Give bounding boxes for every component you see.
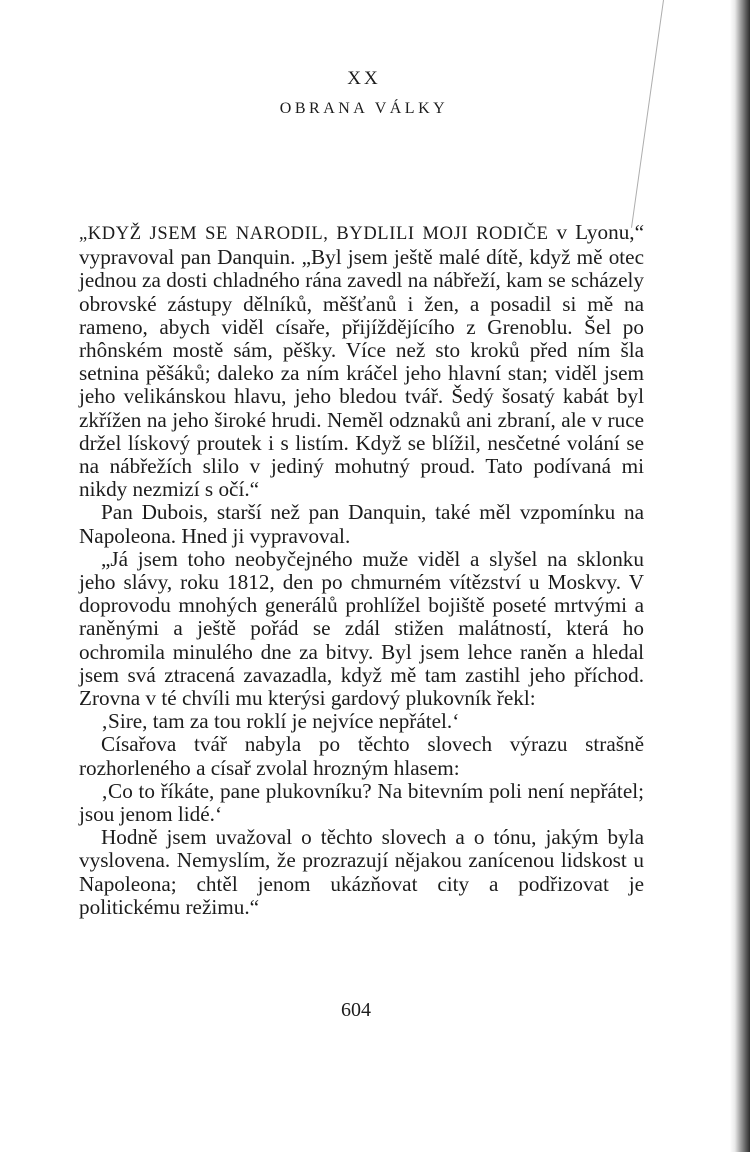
paragraph-7: Hodně jsem uvažoval o těchto slovech a o tónu, jakým byla vyslovena. Nemyslím, že prozrazují nějakou zanícenou lidskost u Napoleona; chtěl jenom ukázňovat city a podřizovat je politickému režimu.“ [79,825,644,919]
paragraph-5: Císařova tvář nabyla po těchto slovech výrazu strašně rozhorleného a císař zvolal hrozným hlasem: [79,732,644,780]
chapter-title: OBRANA VÁLKY [279,100,449,117]
paragraph-1 [79,221,644,501]
paragraph-3: „Já jsem toho neobyčejného muže viděl a slyšel na sklonku jeho slávy, roku 1812, den po chmurném vítězství u Moskvy. V doprovodu mnohých generálů prohlížel bojiště poseté mrtvými a raněnými a ještě pořád se zdál stižen malátností, která ho ochromila minulého dne za bitvy. Byl jsem lehce raněn a hledal jsem svá ztracená zavazadla, když mě tam zastihl jeho příchod. Zrovna v té chvíli mu kterýsi gardový plukovník řekl: [79,546,644,711]
paragraph-1-rest: v Lyonu,“ vypravoval pan Danquin. „Byl jsem ještě malé dítě, když mě otec jednou za dosti chladného rána zavedl na nábřeží, kam se scházely obrovské zástupy dělníků, měšťanů i žen, a posadil si mě na rameno, abych viděl císaře, přijíždějícího z Grenoblu. Šel po rhônském mostě sám, pěšky. Více než sto kroků před ním šla setnina pěšáků; daleko za ním kráčel jeho hlavní stan; viděl jsem jeho velikánskou hlavu, jeho bledou tvář. Šedý šosatý kabát byl zkřížen na jeho široké hrudi. Neměl odznaků ani zbraní, ale v ruce držel lískový proutek i s listím. Když se blížil, nesčetné volání se na nábřežích slilo v jediný mohutný proud. Tato podívaná mi nikdy nezmizí s očí.“ [79,220,644,502]
page-number: 604 [341,999,371,1021]
opening-small-caps: „KDYŽ JSEM SE NARODIL, BYDLILI MOJI RODIČE [79,224,549,244]
paragraph-4: ‚Sire, tam za tou roklí je nejvíce nepřátel.‘ [101,709,460,734]
chapter-number: XX [347,68,381,89]
body-text [79,221,644,919]
book-spine-shadow [730,0,750,1152]
paragraph-2: Pan Dubois, starší než pan Danquin, také měl vzpomínku na Napoleona. Hned ji vypravoval. [79,500,644,548]
paragraph-6: ‚Co to říkáte, pane plukovníku? Na bitevním poli není nepřátel; jsou jenom lidé.‘ [79,778,644,827]
